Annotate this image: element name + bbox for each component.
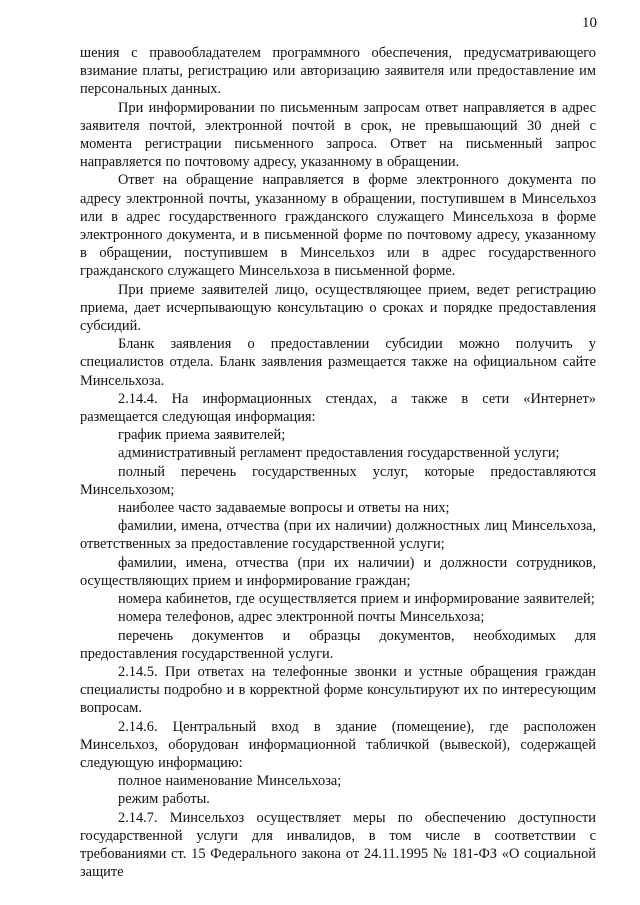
paragraph-reception: При приеме заявителей лицо, осуществляющее прием, ведет регистрацию приема, дает исчерпывающую консультацию о сроках и порядке предоставления субсидий. xyxy=(80,281,596,335)
list-item: номера кабинетов, где осуществляется прием и информирование заявителей; xyxy=(118,591,595,608)
paragraph-2-14-6: 2.14.6. Центральный вход в здание (помещение), где расположен Минсельхоз, оборудован информационной табличкой (вывеской), содержащей следующую информацию: xyxy=(80,718,596,771)
list-item: перечень документов и образцы документов, необходимых для предоставления государственной услуги. xyxy=(80,627,596,662)
page-number: 10 xyxy=(582,15,597,31)
paragraph-2-14-7: 2.14.7. Минсельхоз осуществляет меры по обеспечению доступности государственной услуги для инвалидов, в том числе в соответствии с требованиями ст. 15 Федерального закона от 24.11.1995 № 181-ФЗ «О социальной защите xyxy=(80,809,596,881)
list-item: фамилии, имена, отчества (при их наличии) и должности сотрудников, осуществляющих прием и информирование граждан; xyxy=(80,554,596,589)
list-item: наиболее часто задаваемые вопросы и ответы на них; xyxy=(118,500,450,517)
paragraph-continuation: шения с правообладателем программного обеспечения, предусматривающего взимание платы, регистрацию или авторизацию заявителя или предоставление им персональных данных. xyxy=(80,45,596,98)
list-item: номера телефонов, адрес электронной почты Минсельхоза; xyxy=(118,609,485,626)
list-item: фамилии, имена, отчества (при их наличии) должностных лиц Минсельхоза, ответственных за предоставление государственной услуги; xyxy=(80,518,596,553)
list-item: административный регламент предоставления государственной услуги; xyxy=(118,445,560,462)
list-item: полное наименование Минсельхоза; xyxy=(118,773,342,790)
paragraph-2-14-5: 2.14.5. При ответах на телефонные звонки и устные обращения граждан специалисты подробно и в корректной форме консультируют их по интересующим вопросам. xyxy=(80,663,596,717)
list-item: режим работы. xyxy=(118,791,210,808)
paragraph-response-form: Ответ на обращение направляется в форме электронного документа по адресу электронной почты, указанному в обращении, поступившем в Минсельхоз или в адрес государственного гражданского служащего Минсельхоза в форме электронного документа, и в письменной форме по почтовому адресу, указанному в обращении, поступившем в Минсельхоз или в адрес государственного гражданского служащего Минсельхоза в письменной форме. xyxy=(80,172,596,280)
list-item: график приема заявителей; xyxy=(118,427,286,444)
paragraph-application-form: Бланк заявления о предоставлении субсидии можно получить у специалистов отдела. Бланк заявления размещается также на официальном сайте Минсельхоза. xyxy=(80,336,596,389)
body-text xyxy=(80,44,596,881)
list-item: полный перечень государственных услуг, которые предоставляются Минсельхозом; xyxy=(80,463,596,498)
paragraph-written-requests: При информировании по письменным запросам ответ направляется в адрес заявителя почтой, электронной почтой в срок, не превышающий 30 дней с момента регистрации письменного запроса. Ответ на письменный запрос направляется по почтовому адресу, указанному в обращении. xyxy=(80,99,596,171)
paragraph-2-14-4: 2.14.4. На информационных стендах, а также в сети «Интернет» размещается следующая информация: xyxy=(80,390,596,426)
